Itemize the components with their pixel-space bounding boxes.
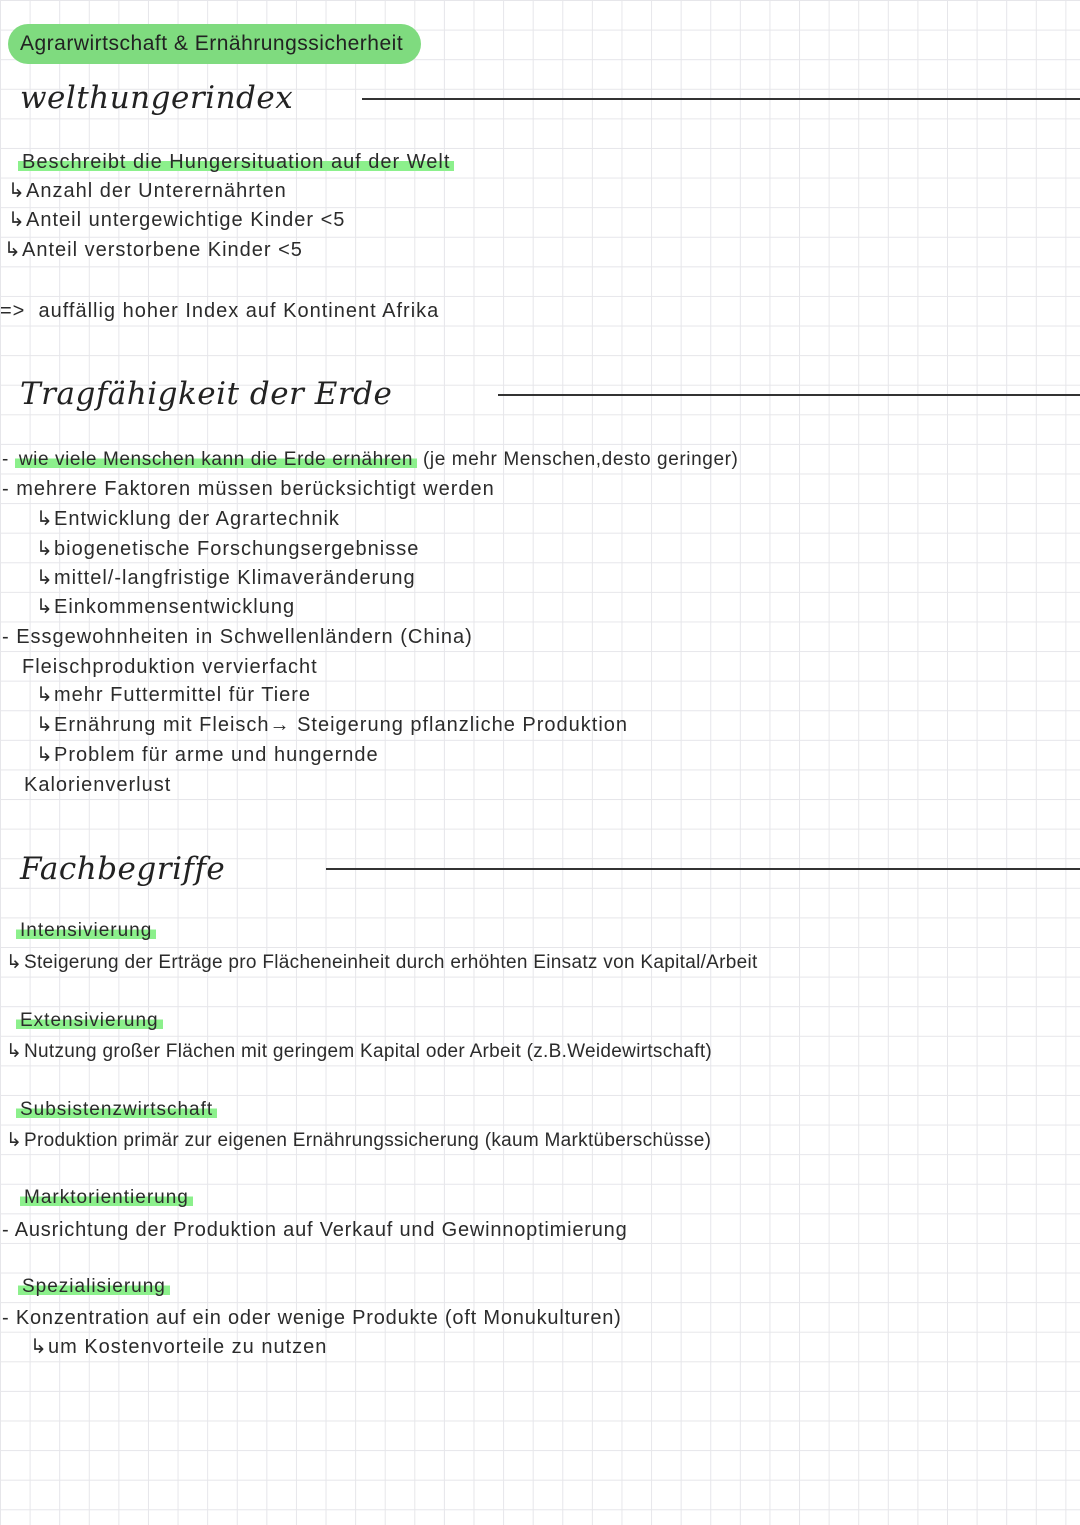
list-item: - mehrere Faktoren müssen berücksichtigt werden — [2, 478, 495, 500]
list-item: ↳Anzahl der Unterernährten — [8, 180, 287, 202]
list-item: - Essgewohnheiten in Schwellenländern (China) — [2, 626, 473, 648]
term-description: ↳Produktion primär zur eigenen Ernährungssicherung (kaum Marktüberschüsse) — [6, 1130, 712, 1151]
term-description: ↳Steigerung der Erträge pro Flächeneinheit durch erhöhten Einsatz von Kapital/Arbeit — [6, 952, 758, 973]
conclusion: => auffällig hoher Index auf Kontinent Afrika — [0, 300, 440, 322]
term-label: Intensivierung — [16, 920, 156, 942]
term-description: ↳Nutzung großer Flächen mit geringem Kapital oder Arbeit (z.B.Weidewirtschaft) — [6, 1041, 713, 1062]
heading-rule — [326, 868, 1080, 870]
list-item: ↳um Kostenvorteile zu nutzen — [30, 1336, 328, 1358]
section-heading-welthungerindex: welthungerindex — [20, 80, 294, 116]
list-item: ↳Ernährung mit Fleisch→ Steigerung pflanzliche Produktion — [36, 714, 629, 736]
term-label: Subsistenzwirtschaft — [16, 1099, 217, 1121]
list-item: ↳Anteil verstorbene Kinder <5 — [4, 239, 303, 261]
list-item: ↳Problem für arme und hungernde — [36, 744, 379, 766]
highlight-description: Beschreibt die Hungersituation auf der Welt — [18, 148, 454, 176]
list-item: Kalorienverlust — [24, 774, 172, 796]
page-title: Agrarwirtschaft & Ernährungssicherheit — [8, 24, 421, 64]
list-item: ↳Entwicklung der Agrartechnik — [36, 508, 340, 530]
list-item: ↳Einkommensentwicklung — [36, 596, 296, 618]
term-description: - Konzentration auf ein oder wenige Produkte (oft Monukulturen) — [2, 1307, 622, 1329]
list-item: ↳mittel/-langfristige Klimaveränderung — [36, 567, 416, 589]
question-line: - wie viele Menschen kann die Erde ernähren (je mehr Menschen,desto geringer) — [2, 449, 739, 470]
term-description: - Ausrichtung der Produktion auf Verkauf und Gewinnoptimierung — [2, 1219, 628, 1241]
term-label: Extensivierung — [16, 1010, 163, 1032]
list-item: ↳mehr Futtermittel für Tiere — [36, 684, 312, 706]
section-heading-fachbegriffe: Fachbegriffe — [20, 851, 226, 887]
term-label: Spezialisierung — [18, 1276, 170, 1298]
heading-rule — [498, 394, 1080, 396]
list-item: ↳Anteil untergewichtige Kinder <5 — [8, 209, 346, 231]
heading-rule — [362, 98, 1080, 100]
section-heading-tragfaehigkeit: Tragfähigkeit der Erde — [20, 376, 393, 412]
list-item: ↳biogenetische Forschungsergebnisse — [36, 538, 420, 560]
term-label: Marktorientierung — [20, 1187, 193, 1209]
list-item: Fleischproduktion vervierfacht — [22, 656, 318, 678]
